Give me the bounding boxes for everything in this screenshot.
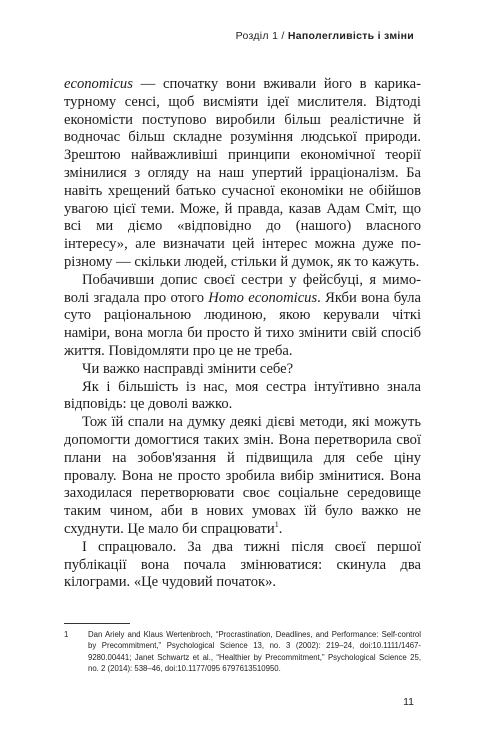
footnote-rule bbox=[64, 623, 130, 624]
italic-text: Homo economicus bbox=[208, 289, 318, 306]
italic-text: economicus bbox=[64, 76, 133, 92]
footnote-ref: 1 bbox=[274, 520, 279, 530]
text-run: Чи важко насправді змінити себе? bbox=[82, 360, 294, 377]
footnote bbox=[64, 629, 421, 675]
paragraph bbox=[64, 272, 421, 361]
body-text bbox=[64, 76, 421, 592]
page-number: 11 bbox=[403, 696, 414, 708]
text-run: Побачивши допис своєї сестри у фейсбуці, я мимоволі згадала про отого bbox=[64, 271, 421, 306]
text-run: . bbox=[278, 520, 283, 537]
footnote-text: Dan Ariely and Klaus Wertenbroch, “Procrastination, Deadlines, and Performance: Self-control by Precommitment,” Psychological Science 13, no. 3 (2002): 219–24, doi:10.1111/1467-9280.00441; Janet Schwartz et al., “Healthier by Precommitment,” Psychological Science 25, no. 2 (2014): 538–46, doi:10.1177/095 6797613510950. bbox=[88, 630, 421, 674]
paragraph bbox=[64, 361, 421, 379]
chapter-title: Наполегливість і зміни bbox=[287, 30, 414, 42]
paragraph bbox=[64, 539, 421, 592]
text-run: — спочатку вони вживали його в карикатурному сенсі, щоб висміяти ідеї мислителя. Відтоді економісти поступово виробили більш реалістичне й водночас більш складне розуміння людської природи. Зрештою найважливіші принципи економічної теорії змінилися з огляду на наш упертий ірраціоналізм. Ба навіть хрещений батько сучасної економіки не обійшов увагою цієї теми. Може, й правда, казав Адам Сміт, що всі ми діємо «відповідно до (нашого) власного інтересу», але визначати цей інтерес можна дуже по-різному — скільки людей, стільки й думок, як то кажуть. bbox=[64, 76, 421, 270]
footnote-number: 1 bbox=[64, 630, 69, 639]
paragraph bbox=[64, 414, 421, 539]
text-run: І спрацювало. За два тижні після своєї першої публікації вона почала змінюватися: скинула два кілограми. «Це чудовий початок». bbox=[64, 538, 421, 591]
running-head bbox=[236, 30, 414, 42]
chapter-label: Розділ 1 / bbox=[235, 30, 288, 42]
text-run: . Якби вона була суто раціональною людиною, якою керували чіткі наміри, вона могла би просто й тихо змінити свій спосіб життя. Повідомляти про це не треба. bbox=[64, 289, 422, 359]
paragraph bbox=[64, 379, 421, 415]
text-run: Як і більшість із нас, моя сестра інтуїтивно знала відповідь: це доволі важко. bbox=[64, 378, 421, 413]
text-run: Тож їй спали на думку деякі дієві методи, які можуть допомогти домогтися таких змін. Вона перетворила свої плани на зобов'язання й підвищила для себе ціну провалу. Вона не просто зробила вибір змінитися. Вона заходилася перетворювати своє соціальне середовище таким чином, аби в нових умовах їй було важко не схуднути. Це мало би спрацювати bbox=[64, 414, 421, 537]
paragraph bbox=[64, 76, 421, 272]
